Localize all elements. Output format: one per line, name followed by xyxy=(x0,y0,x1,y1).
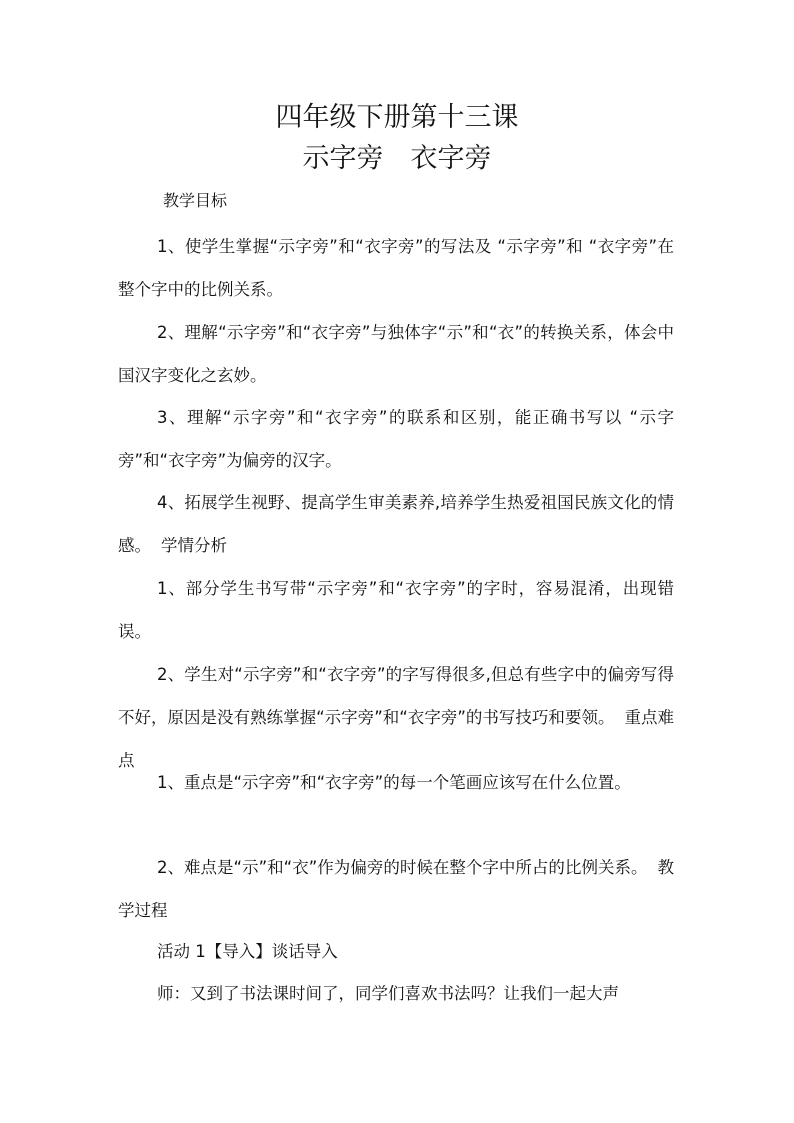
paragraph-objective-1 xyxy=(118,225,674,311)
section-heading-analysis: 学情分析 xyxy=(161,536,227,555)
paragraph-key-point-2 xyxy=(118,846,674,932)
paragraph-text: 师：又到了书法课时间了，同学们喜欢书法吗？让我们一起大声 xyxy=(157,984,619,1003)
paragraph-text: 2、理解“示字旁”和“衣字旁”与独体字“示”和“衣”的转换关系，体会中国汉字变化之玄妙。 xyxy=(118,323,674,385)
paragraph-text: 1、使学生掌握“示字旁”和“衣字旁”的写法及 “示字旁”和 “衣字旁”在整个字中的比例关系。 xyxy=(118,237,674,299)
paragraph-activity-1 xyxy=(118,930,674,973)
paragraph-text: 4、拓展学生视野、提高学生审美素养,培养学生热爱祖国民族文化的情感。 xyxy=(118,493,674,555)
section-heading-key-points: 重点难点 xyxy=(118,708,675,770)
section-heading-objectives: 教学目标 xyxy=(163,191,228,210)
paragraph-analysis-1 xyxy=(118,567,674,653)
paragraph-text: 活动 1【导入】谈话导入 xyxy=(157,942,338,961)
paragraph-key-point-1 xyxy=(118,761,674,804)
paragraph-teacher-speech xyxy=(118,972,674,1015)
paragraph-text: 1、重点是“示字旁”和“衣字旁”的每一个笔画应该写在什么位置。 xyxy=(157,773,631,792)
paragraph-text: 1、部分学生书写带“示字旁”和“衣字旁”的字时，容易混淆，出现错误。 xyxy=(118,579,674,641)
document-title: 四年级下册第十三课 xyxy=(275,102,519,133)
paragraph-objective-4 xyxy=(118,481,674,567)
paragraph-text: 3、理解“示字旁”和“衣字旁”的联系和区别，能正确书写以 “示字旁”和“衣字旁”为偏旁的汉字。 xyxy=(118,408,674,470)
paragraph-text: 2、学生对“示字旁”和“衣字旁”的字写得很多,但总有些字中的偏旁写得不好，原因是没有熟练掌握“示字旁”和“衣字旁”的书写技巧和要领。 xyxy=(118,665,674,727)
paragraph-objective-3 xyxy=(118,396,674,482)
document-subtitle: 示字旁 衣字旁 xyxy=(302,143,492,174)
section-heading-process: 教学过程 xyxy=(118,858,674,920)
paragraph-objective-2 xyxy=(118,311,674,397)
paragraph-text: 2、难点是“示”和“衣”作为偏旁的时候在整个字中所占的比例关系。 xyxy=(157,858,648,877)
